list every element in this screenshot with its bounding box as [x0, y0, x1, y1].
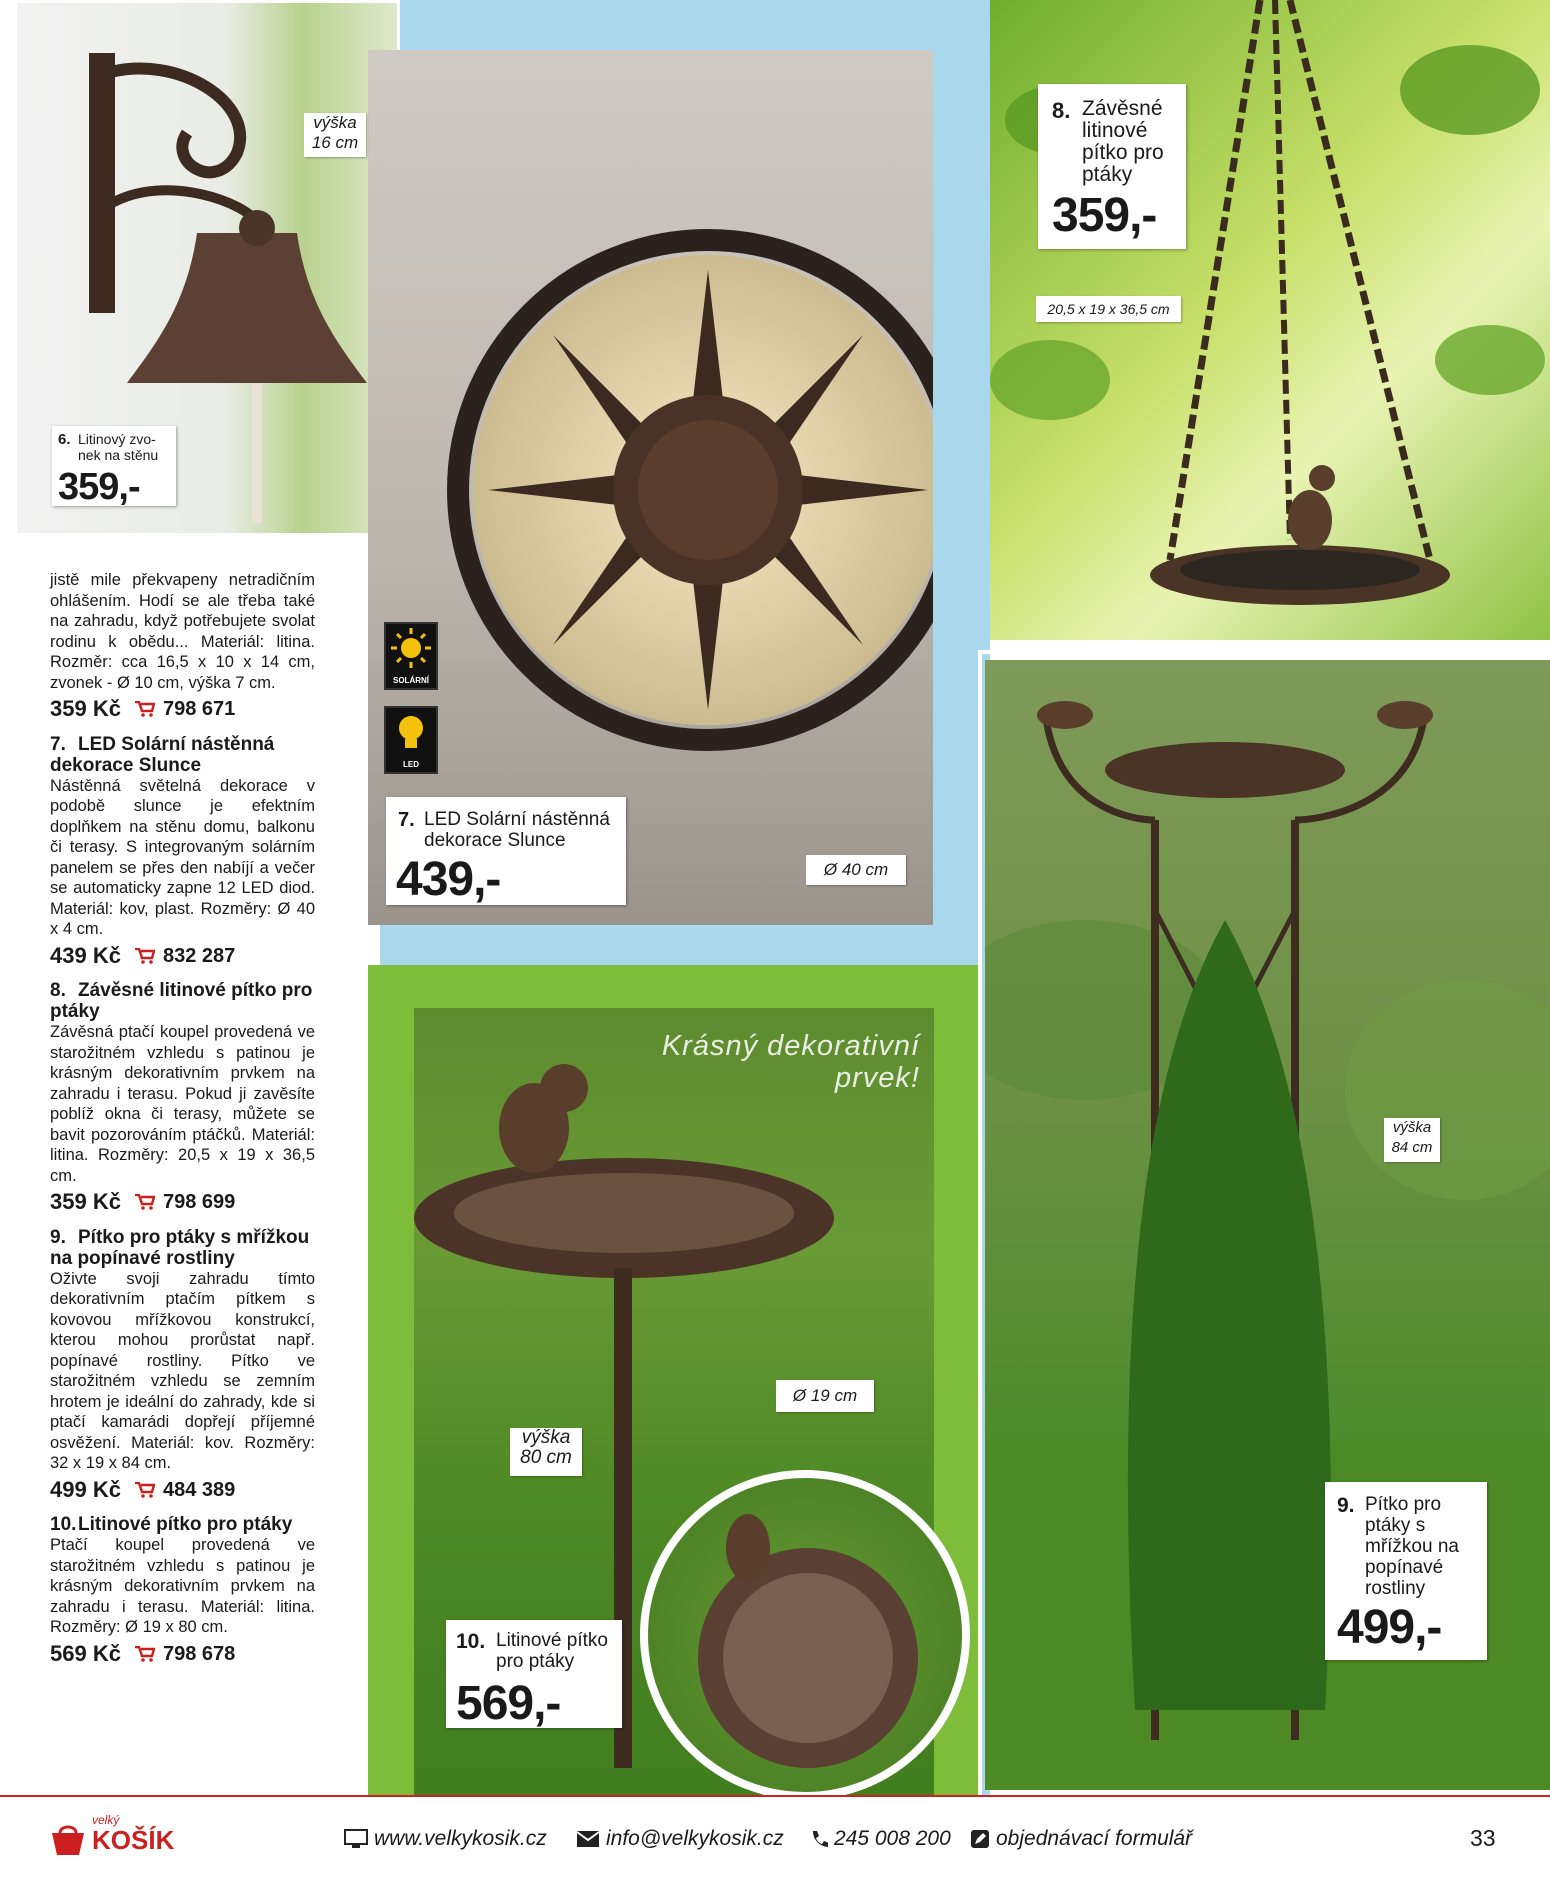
footer-phone-text: 245 008 200	[834, 1827, 951, 1850]
product-7-code: 832 287	[162, 944, 236, 967]
slogan: Krásný dekorativní prvek!	[661, 1030, 920, 1094]
photo-label-7-number: 7.	[398, 809, 415, 831]
product-10-price: 569 Kč	[50, 1640, 121, 1666]
product-8-number: 8.	[50, 980, 66, 1001]
led-sun-photo	[368, 50, 933, 925]
product-10-number: 10.	[50, 1514, 77, 1535]
product-8-price: 359 Kč	[50, 1189, 121, 1214]
product-9-description: Oživte svoji zahradu tímto dekorativním ptačím pítkem s kovovou mřížkovou konstrukcí, kterou mohou prorůstat např. popínavé rostliny. Pítko ve starožitném vzhledu se zemním hrotem je ideální do zahrady, kde si ptačí kamarádi dopřejí příjemné osvěžení. Materiál: kov. Rozměry: 32 x 19 x 84 cm.	[50, 1269, 315, 1472]
photo-label-10	[446, 1620, 622, 1728]
product-8-code: 798 699	[162, 1191, 236, 1213]
solar-icon-label: SOLÁRNÍ	[393, 676, 429, 685]
footer-website-text: www.velkykosik.cz	[374, 1827, 547, 1850]
photo-label-7-title: LED Solární nástěnná dekorace Slunce	[424, 809, 610, 851]
product-10-description: Ptačí koupel provedená ve starožitném vzhledu s patinou je krásným dekorativním prvkem na zahradu i terasu. Materiál: litina. Rozměry: Ø 19 x 80 cm.	[50, 1536, 315, 1636]
photo-label-9-price: 499,-	[1337, 1601, 1442, 1654]
product-7-number: 7.	[50, 733, 66, 755]
product-9-title: Pítko pro ptáky s mřížkou na popínavé rostliny	[50, 1226, 310, 1269]
footer-email[interactable]	[576, 1827, 784, 1851]
product-9-price: 499 Kč	[50, 1476, 121, 1502]
basket-icon	[48, 1819, 88, 1859]
cart-icon	[135, 1646, 155, 1662]
page-footer	[0, 1795, 1550, 1883]
led-bulb-icon	[384, 706, 438, 774]
photo-label-10-number: 10.	[456, 1630, 486, 1653]
footer-phone[interactable]	[810, 1827, 951, 1851]
cart-icon	[135, 1482, 155, 1498]
footer-website[interactable]	[344, 1827, 547, 1851]
photo-label-9	[1325, 1482, 1487, 1660]
product-8-description: Závěsná ptačí koupel provedená ve starožitném vzhledu s patinou je krásným dekorativním prvkem na zahradu i terasu. Pokud ji zavěsíte poblíž okna či terasy, můžete se bavit pozorováním ptáčků. Materiál: litina. Rozměry: 20,5 x 19 x 36,5 cm.	[50, 1023, 315, 1185]
cart-icon	[135, 948, 155, 964]
product-7-price-line	[50, 942, 315, 968]
photo-label-10-title: Litinové pítko pro ptáky	[496, 1630, 608, 1672]
product-6-price: 359 Kč	[50, 696, 121, 721]
photo-label-7-price: 439,-	[396, 853, 501, 906]
hanging-bath-dimension-tag: 20,5 x 19 x 36,5 cm	[1036, 296, 1181, 322]
phone-icon	[810, 1829, 828, 1849]
product-7-title: LED Solární nástěnná dekorace Slunce	[50, 733, 275, 776]
product-8-title: Závěsné litinové pítko pro ptáky	[50, 980, 313, 1022]
product-10-code: 798 678	[162, 1642, 236, 1665]
bath-diameter-tag: Ø 19 cm	[776, 1380, 874, 1412]
photo-label-10-price: 569,-	[456, 1677, 561, 1730]
brand-small: velký	[92, 1813, 120, 1827]
photo-label-8-price: 359,-	[1052, 189, 1157, 242]
photo-label-9-number: 9.	[1337, 1494, 1355, 1517]
product-10-price-line	[50, 1640, 315, 1666]
photo-label-7	[386, 797, 626, 905]
envelope-icon	[576, 1830, 600, 1848]
product-10-heading	[50, 1514, 315, 1535]
edit-icon	[970, 1829, 990, 1849]
solar-icon	[384, 622, 438, 690]
photo-label-8-number: 8.	[1052, 98, 1071, 123]
footer-order-form-text: objednávací formulář	[996, 1827, 1193, 1850]
trellis-height-tag: výška 84 cm	[1384, 1118, 1440, 1162]
photo-label-8	[1038, 84, 1186, 249]
footer-email-text: info@velkykosik.cz	[606, 1827, 784, 1850]
photo-label-6	[52, 426, 176, 506]
sun-diameter-tag: Ø 40 cm	[806, 855, 906, 885]
monitor-icon	[344, 1829, 368, 1849]
photo-label-9-title: Pítko pro ptáky s mřížkou na popínavé rostliny	[1365, 1494, 1459, 1599]
product-7-description: Nástěnná světelná dekorace v podobě slunce je efektním doplňkem na stěnu domu, balkonu či terasy. S integrovaným solárním panelem se přes den nabíjí a večer se automaticky zapne 12 LED diod. Materiál: kov, plast. Rozměry: Ø 40 x 4 cm.	[50, 776, 315, 938]
product-10-title: Litinové pítko pro ptáky	[78, 1514, 293, 1535]
product-9-code: 484 389	[162, 1478, 236, 1501]
product-8-price-line	[50, 1189, 315, 1214]
bird-bath-detail-illustration	[648, 1478, 962, 1792]
product-9-heading	[50, 1227, 315, 1269]
product-9-number: 9.	[50, 1226, 66, 1248]
footer-order-form[interactable]	[970, 1827, 1192, 1851]
bell-height-tag: výška 16 cm	[304, 113, 366, 157]
cart-icon	[135, 1194, 155, 1210]
product-6-code: 798 671	[162, 698, 236, 720]
product-8-heading	[50, 980, 315, 1022]
photo-label-6-number: 6.	[58, 431, 71, 448]
photo-label-8-title: Závěsné litinové pítko pro ptáky	[1082, 97, 1164, 186]
product-7-heading	[50, 734, 315, 776]
bird-bath-detail-photo	[640, 1470, 970, 1800]
led-sun-illustration	[368, 50, 933, 925]
product-text-column	[50, 570, 315, 1664]
cart-icon	[135, 701, 155, 717]
product-6-description: jistě mile překvapeny netradičním ohlášením. Hodí se ale třeba také na zahradu, když potřebujete svolat rodinu k obědu... Materiál: litina. Rozměr: cca 16,5 x 10 x 14 cm, zvonek - Ø 10 cm, výška 7 cm.	[50, 571, 315, 692]
photo-label-6-title: Litinový zvo-nek na stěnu	[78, 431, 159, 463]
product-9-price-line	[50, 1476, 315, 1502]
product-7-price: 439 Kč	[50, 942, 121, 968]
product-6-price-line	[50, 696, 315, 721]
page-number: 33	[1470, 1825, 1496, 1851]
photo-label-6-price: 359,-	[58, 466, 140, 508]
bath-height-tag: výška 80 cm	[510, 1428, 582, 1476]
brand-name: KOŠÍK	[92, 1825, 175, 1855]
led-icon-label: LED	[403, 760, 419, 769]
